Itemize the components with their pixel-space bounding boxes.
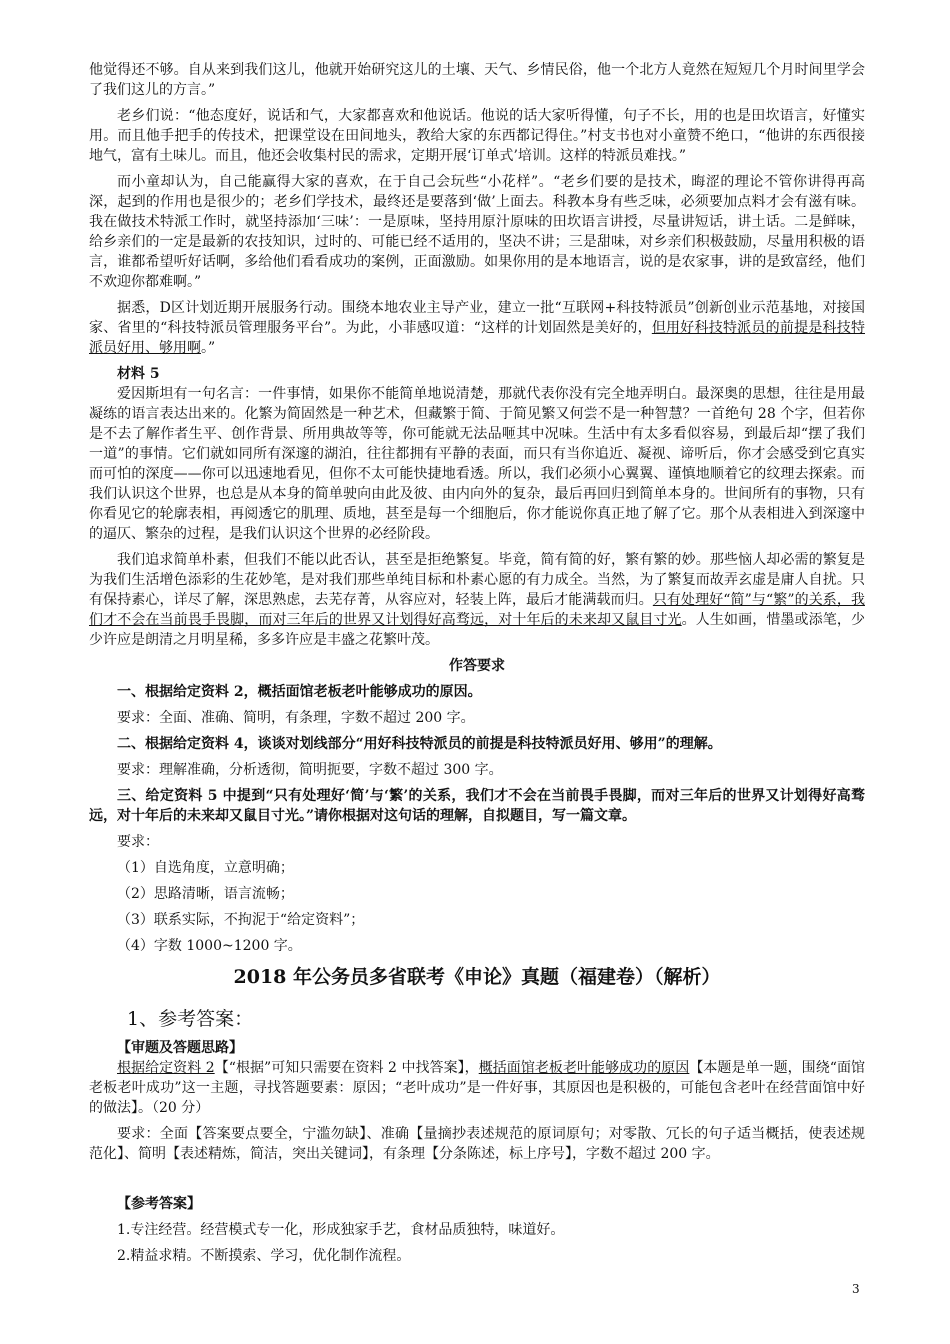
m4-paragraph-3: 据悉，D区计划近期开展服务行动。围绕本地农业主导产业，建立一批“互联网+科技特派员”创新创业示范基地，对接国家、省里的“科技特派员管理服务平台”。为此，小菲感叹道：“这样的计划固然是美好的，但用好科技特派员的前提是科技特派员好用、够用啊。” [89,300,865,356]
material-5-title: 材料 5 [117,366,160,382]
answer-item: 1.专注经营。经营模式专一化，形成独家手艺，食材品质独特，味道好。 [117,1222,565,1238]
underlined-sentence: 但用好科技特派员的前提是科技特派员好用、够用啊 [89,320,865,356]
question-1: 一、根据给定资料 2，概括面馆老板老叶能够成功的原因。 [117,684,482,700]
question-1-requirement: 要求：全面、准确、简明，有条理，字数不超过 200 字。 [117,710,475,726]
question-2: 二、根据给定资料 4，谈谈对划线部分“用好科技特派员的前提是科技特派员好用、够用”的理解。 [117,736,722,752]
m4-paragraph-2: 而小童却认为，自己能赢得大家的喜欢，在于自己会玩些“小花样”。“老乡们要的是技术，晦涩的理论不管你讲得再高深，起到的作用也是很少的；老乡们学技术，最终还是要落到‘做’上面去。科教本身有些乏味，必须要加点料才会有滋有味。我在做技术特派工作时，就坚持添加‘三味’：一是原味，坚持用原汁原味的田坎语言讲授，尽量讲短话，讲土话。二是鲜味，给乡亲们的一定是最新的农技知识，过时的、可能已经不适用的，坚决不讲；三是甜味，对乡亲们积极鼓励，尽量用积极的语言，谁都希望听好话啊，多给他们看看成功的案例，正面激励。如果你用的是本地语言，说的是农家事，讲的是致富经，他们不欢迎你都难啊。” [89,174,865,290]
question-3-requirement: 要求： [117,834,159,850]
page-content [89,60,865,1266]
m5-paragraph-2: 我们追求简单朴素，但我们不能以此否认，甚至是拒绝繁复。毕竟，简有简的好，繁有繁的妙。那些恼人却必需的繁复是为我们生活增色添彩的生花妙笔，是对我们那些单纯目标和朴素心愿的有力成全。当然，为了繁复而故弄玄虚是庸人自扰。只有保持素心，详尽了解，深思熟虑，去芜存菁，从容应对，轻装上阵，最后才能满载而归。只有处理好“简”与“繁”的关系，我们才不会在当前畏手畏脚，而对三年后的世界又计划得好高骛远，对十年后的未来却又鼠目寸光。人生如画，惜墨或添笔，少少许应是朗清之月明星稀，多多许应是丰盛之花繁叶茂。 [89,552,866,648]
question-2-requirement: 要求：理解准确，分析透彻，简明扼要，字数不超过 300 字。 [117,762,503,778]
answer-item: 2.精益求精。不断摸索、学习，优化制作流程。 [117,1248,411,1264]
requirement-item: （3）联系实际，不拘泥于“给定资料”； [117,912,365,928]
m4-paragraph-0: 他觉得还不够。自从来到我们这儿，他就开始研究这儿的土壤、天气、乡情民俗，他一个北方人竟然在短短几个月时间里学会了我们这儿的方言。” [89,62,865,98]
m5-paragraph-1: 爱因斯坦有一句名言：一件事情，如果你不能简单地说清楚，那就代表你没有完全地弄明白。最深奥的思想，往往是用最凝练的语言表达出来的。化繁为简固然是一种艺术，但藏繁于简、于简见繁又何尝不是一种智慧？一首绝句 28 个字，但若你是不去了解作者生平、创作背景、所用典故等等，你可能就无法品咂其中况味。生活中有太多看似容易，到最后却“摆了我们一道”的事情。它们就如同所有深邃的湖泊，往往都拥有平静的表面，而只有当你追近、凝视、谛听后，你才会感受到它真实而可怕的深度——你可以迅速地看见，但你不太可能快捷地看透。所以，我们必须小心翼翼、谨慎地顺着它的纹理去探索。而我们认识这个世界，也总是从本身的简单驶向由此及彼、由内向外的复杂，最后再回归到简单本身的。世间所有的事物，只有你看见它的轮廓表相，再阅透它的肌理、质地，甚至是每一个细胞后，你才能说你真正地了解了它。那个从表相进入到深邃中的逼仄、繁杂的过程，是我们认识这个世界的必经阶段。 [89,386,865,542]
underlined-sentence: 只有处理好“简”与“繁”的关系，我们才不会在当前畏手畏脚，而对三年后的世界又计划得好高骛远，对十年后的未来却又鼠目寸光 [89,592,865,628]
thinking-subtitle: 【审题及答题思路】 [117,1040,243,1056]
answer-subtitle: 【参考答案】 [117,1196,201,1212]
requirement-item: （2）思路清晰，语言流畅； [117,886,294,902]
analysis-heading: 2018 年公务员多省联考《申论》真题（福建卷）（解析） [233,966,721,988]
section-1-title: 1、参考答案： [127,1008,254,1030]
m4-paragraph-1: 老乡们说：“他态度好，说话和气，大家都喜欢和他说话。他说的话大家听得懂，句子不长，用的也是田坎语言，好懂实用。而且他手把手的传技术，把课堂设在田间地头，教给大家的东西都记得住。”村支书也对小童赞不绝口，“他讲的东西很接地气，富有土味儿。而且，他还会收集村民的需求，定期开展‘订单式’培训。这样的特派员难找。” [89,108,865,164]
page-number: 3 [852,1282,860,1296]
requirement-item: （1）自选角度，立意明确； [117,860,294,876]
requirements-title: 作答要求 [449,658,505,674]
question-3: 三、给定资料 5 中提到“只有处理好‘简’与‘繁’的关系，我们才不会在当前畏手畏脚，而对三年后的世界又计划得好高骛远，对十年后的未来却又鼠目寸光。”请你根据对这句话的理解，自拟题目，写一篇文章。 [89,788,865,824]
requirement-item: （4）字数 1000~1200 字。 [117,938,302,954]
analysis-paragraph-2: 要求：全面【答案要点要全，宁滥勿缺】、准确【量摘抄表述规范的原词原句；对零散、冗长的句子适当概括，使表述规范化】、简明【表述精炼，简洁，突出关键词】，有条理【分条陈述，标上序号】，字数不超过 200 字。 [89,1126,865,1162]
analysis-paragraph-1: 根据给定资料 2【“根据”可知只需要在资料 2 中找答案】，概括面馆老板老叶能够成功的原因【本题是单一题，围绕“面馆老板老叶成功”这一主题，寻找答题要素：原因；“老叶成功”是一件好事，其原因也是积极的，可能包含老叶在经营面馆中好的做法】。（20 分） [89,1060,866,1116]
